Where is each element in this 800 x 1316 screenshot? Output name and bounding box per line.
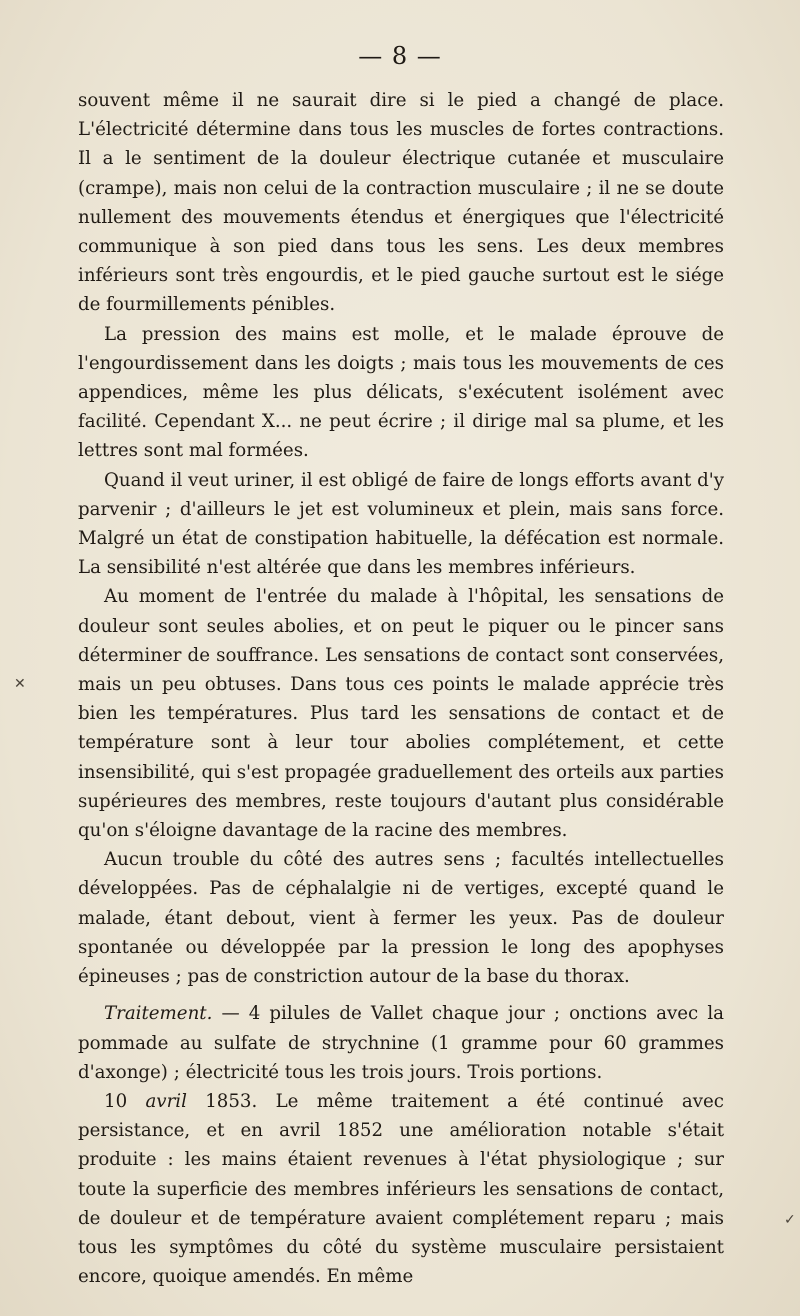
treatment-text: — 4 pilules de Vallet chaque jour ; onctions avec la pommade au sulfate de strychnine (1 gramme pour 60 grammes d'axonge) ; électricité tous les trois jours. Trois portions.: [78, 1003, 724, 1083]
treatment-heading: Traitement.: [104, 1003, 213, 1025]
date-month: avril: [145, 1090, 187, 1112]
paragraph-treatment: [78, 999, 724, 1087]
date-day: 10: [104, 1090, 146, 1112]
paragraph-4: Au moment de l'entrée du malade à l'hôpital, les sensations de douleur sont seules abolies, et on peut le piquer ou le pincer sans déterminer de souffrance. Les sensations de contact sont conservées, mais un peu obtuses. Dans tous ces points le malade apprécie très bien les températures. Plus tard les sensations de contact et de température sont à leur tour abolies complétement, et cette insensibilité, qui s'est propagée graduellement des orteils aux parties supérieures des membres, reste toujours d'autant plus considérable qu'on s'éloigne davantage de la racine des membres.: [78, 586, 724, 842]
date-entry-text: 1853. Le même traitement a été continué avec persistance, et en avril 1852 une amélioration notable s'était produite : les mains étaient revenues à l'état physiologique ; sur toute la superficie des membres inférieurs les sensations de contact, de douleur et de température avaient complétement reparu ; mais tous les symptômes du côté du système musculaire persistaient encore, quoique amendés. En même: [78, 1090, 724, 1288]
page-number: — 8 —: [358, 42, 442, 70]
margin-mark-right: ✓: [784, 1212, 796, 1228]
paragraph-5: Aucun trouble du côté des autres sens ; facultés intellectuelles développées. Pas de céphalalgie ni de vertiges, excepté quand le malade, étant debout, vient à fermer les yeux. Pas de douleur spontanée ou développée par la pression le long des apophyses épineuses ; pas de constriction autour de la base du thorax.: [78, 849, 724, 988]
paragraph-3: Quand il veut uriner, il est obligé de faire de longs efforts avant d'y parvenir ; d'ailleurs le jet est volumineux et plein, mais sans force. Malgré un état de constipation habituelle, la défécation est normale. La sensibilité n'est altérée que dans les membres inférieurs.: [78, 469, 724, 579]
paragraph-date-entry: [78, 1087, 724, 1291]
paragraph-2: La pression des mains est molle, et le malade éprouve de l'engourdissement dans les doigts ; mais tous les mouvements de ces appendices, même les plus délicats, s'exécutent isolément avec facilité. Cependant X... ne peut écrire ; il dirige mal sa plume, et les lettres sont mal formées.: [78, 323, 724, 462]
paragraph-1: souvent même il ne saurait dire si le pied a changé de place. L'électricité détermine dans tous les muscles de fortes contractions. Il a le sentiment de la douleur électrique cutanée et musculaire (crampe), mais non celui de la contraction musculaire ; il ne se doute nullement des mouvements étendus et énergiques que l'électricité communique à son pied dans tous les sens. Les deux membres inférieurs sont très engourdis, et le pied gauche surtout est le siége de fourmillements pénibles.: [78, 90, 724, 316]
margin-mark-left: ✕: [14, 676, 26, 692]
body-text: [78, 86, 724, 1291]
